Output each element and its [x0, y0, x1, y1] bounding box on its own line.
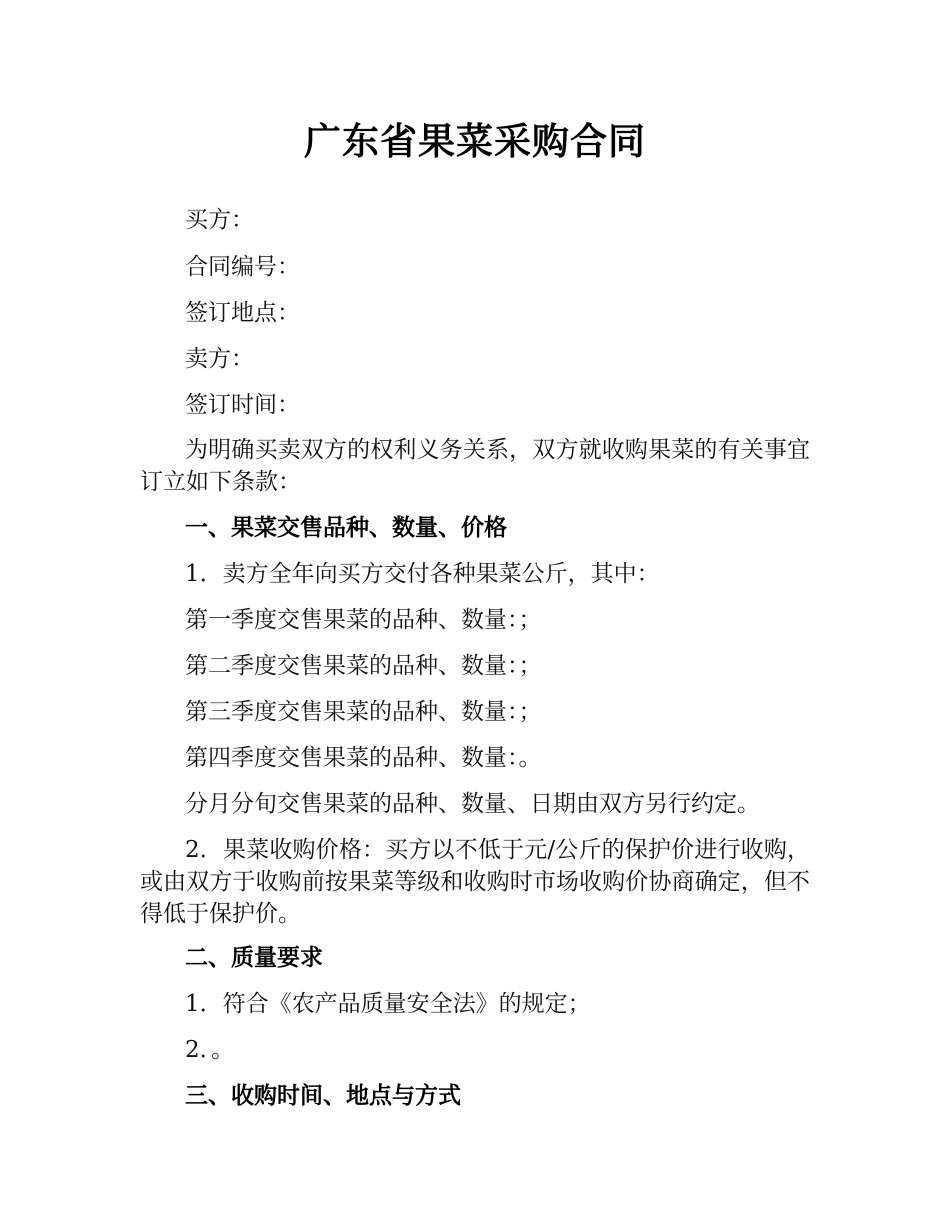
document-title: 广东省果菜采购合同	[304, 120, 646, 163]
buyer-field: 买方：	[185, 207, 254, 233]
monthly-delivery-line: 分月分旬交售果菜的品种、数量、日期由双方另行约定。	[185, 791, 760, 817]
signing-place-field: 签订地点：	[185, 300, 300, 326]
section-heading-3: 三、收购时间、地点与方式	[185, 1083, 461, 1109]
contract-number-field: 合同编号：	[185, 254, 300, 280]
quarter-4-line: 第四季度交售果菜的品种、数量：。	[185, 745, 542, 771]
section2-item-1: 1．符合《农产品质量安全法》的规定；	[185, 991, 591, 1017]
quarter-1-line: 第一季度交售果菜的品种、数量：；	[185, 607, 542, 633]
section1-item-1: 1．卖方全年向买方交付各种果菜公斤，其中：	[185, 561, 660, 587]
section1-item-2: 2．果菜收购价格：买方以不低于元/公斤的保护价进行收购，或由双方于收购前按果菜等级和收购时市场收购价协商确定，但不得低于保护价。	[140, 837, 810, 927]
quarter-3-line: 第三季度交售果菜的品种、数量：；	[185, 699, 542, 725]
section2-item-2: 2．。	[185, 1037, 235, 1063]
intro-paragraph: 为明确买卖双方的权利义务关系，双方就收购果菜的有关事宜订立如下条款：	[140, 437, 810, 495]
section-heading-2: 二、质量要求	[185, 945, 323, 971]
signing-time-field: 签订时间：	[185, 392, 300, 418]
section-heading-1: 一、果菜交售品种、数量、价格	[185, 515, 507, 541]
seller-field: 卖方：	[185, 346, 254, 372]
quarter-2-line: 第二季度交售果菜的品种、数量：；	[185, 653, 542, 679]
